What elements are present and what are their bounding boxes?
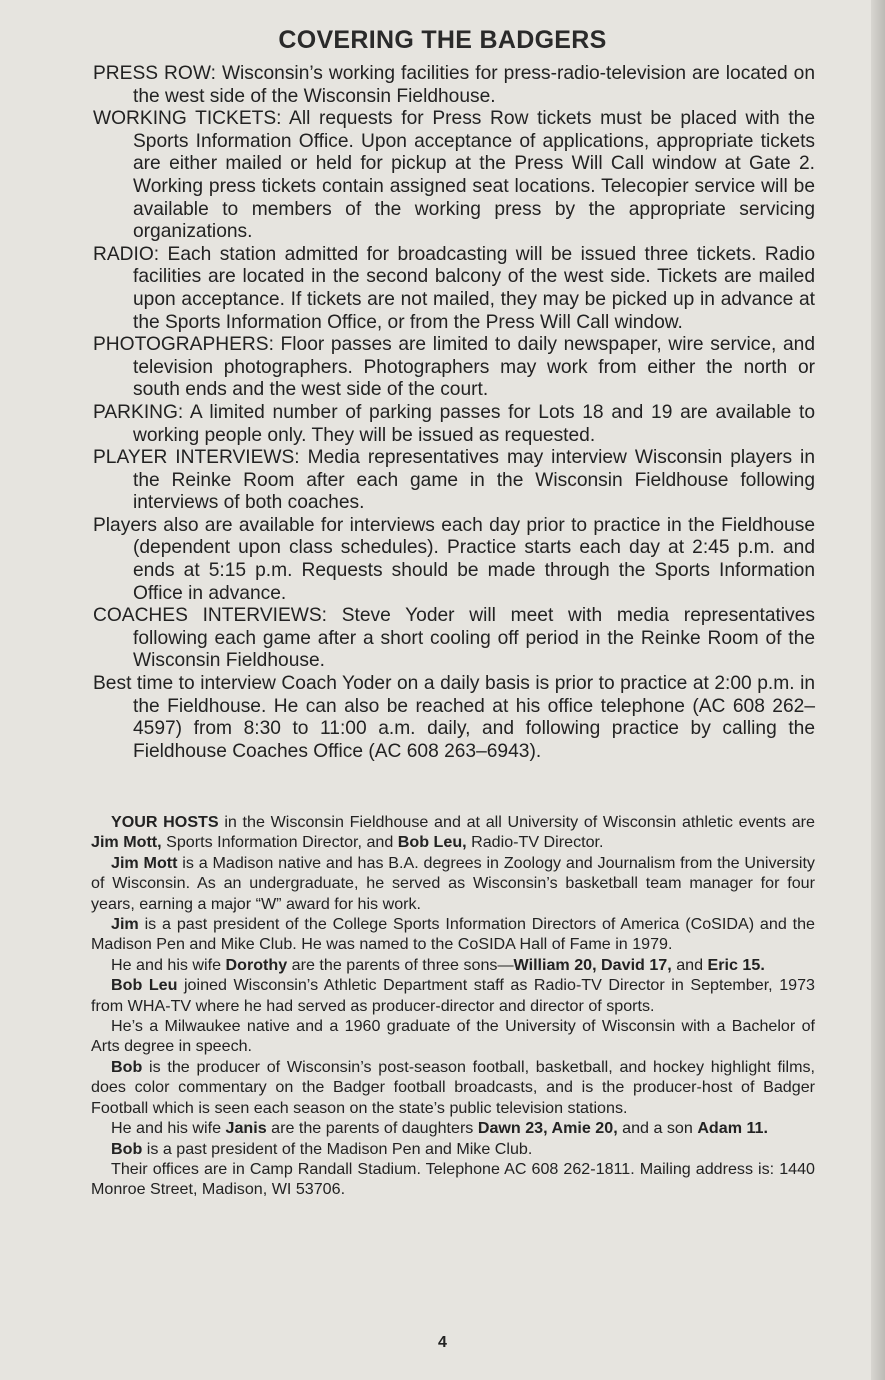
text: is a past president of the College Sports Information Directors of America (CoSIDA) and the Madison Pen and Mike Club. He was named to the CoSIDA Hall of Fame in 1979. (91, 915, 815, 954)
hosts-intro-paragraph (91, 812, 815, 853)
page-title: COVERING THE BADGERS (278, 26, 607, 54)
bold-text: YOUR HOSTS (111, 813, 219, 831)
jim-mott-bio-paragraph (91, 853, 815, 914)
bob-leu-bio-paragraph (91, 975, 815, 1016)
text: is a past president of the Madison Pen and Mike Club. (142, 1139, 533, 1158)
text: He’s a Milwaukee native and a 1960 graduate of the University of Wisconsin with a Bachelor of Arts degree in speech. (91, 1017, 815, 1056)
bold-text: Bob Leu, (397, 833, 467, 852)
parking-paragraph: PARKING: A limited number of parking passes for Lots 18 and 19 are available to working people only. They will be issued as requested. (93, 401, 815, 446)
bold-text: Dawn 23, Amie 20, (477, 1119, 618, 1138)
bold-text: Adam 11. (697, 1119, 768, 1138)
player-availability-paragraph: Players also are available for interviews each day prior to practice in the Fieldhouse (dependent upon class schedules). Practice starts each day at 2:45 p.m. and ends at 5:15 p.m. Requests should be made through the Sports Information Office in advance. (93, 514, 815, 604)
page-edge (871, 0, 885, 1380)
text: Sports Information Director, and (161, 833, 398, 852)
text: Radio-TV Director. (466, 833, 604, 852)
player-interviews-paragraph: PLAYER INTERVIEWS: Media representatives may interview Wisconsin players in the Reinke Room after each game in the Wisconsin Fieldhouse following interviews of both coaches. (93, 447, 815, 514)
bold-text: Jim Mott (111, 853, 178, 872)
text: He and his wife (111, 955, 226, 974)
photographers-paragraph: PHOTOGRAPHERS: Floor passes are limited to daily newspaper, wire service, and television photographers. Photographers may work from either the north or south ends and the west side of the court. (93, 334, 815, 401)
bob-leu-family-paragraph (91, 1118, 815, 1138)
bob-leu-work-paragraph (91, 1057, 815, 1118)
text: is the producer of Wisconsin’s post-season football, basketball, and hockey highlight films, does color commentary on the Badger football broadcasts, and is the producer-host of Badger Football which is seen each season on the state’s public television stations. (91, 1057, 815, 1117)
bold-text: Bob (111, 1057, 143, 1076)
bold-text: Bob (111, 1139, 143, 1158)
page-number: 4 (438, 1334, 447, 1351)
text: Their offices are in Camp Randall Stadium. Telephone AC 608 262-1811. Mailing address is: 1440 Monroe Street, Madison, WI 53706. (91, 1159, 815, 1199)
bold-text: Janis (225, 1119, 267, 1138)
bob-leu-club-paragraph (91, 1139, 815, 1159)
bold-text: Dorothy (225, 955, 288, 974)
bold-text: Bob Leu (111, 976, 178, 995)
coach-contact-paragraph: Best time to interview Coach Yoder on a daily basis is prior to practice at 2:00 p.m. in the Fieldhouse. He can also be reached at his office telephone (AC 608 262–4597) from 8:30 to 11:00 a.m. daily, and following practice by calling the Fieldhouse Coaches Office (AC 608 263–6943). (93, 673, 815, 762)
jim-mott-family-paragraph (91, 955, 815, 975)
bold-text: Jim Mott, (91, 833, 162, 852)
jim-mott-honors-paragraph (91, 914, 815, 955)
radio-paragraph: RADIO: Each station admitted for broadcasting will be issued three tickets. Radio facilities are located in the second balcony of the west side. Tickets are mailed upon acceptance. If tickets are not mailed, they may be picked up in advance at the Sports Information Office, or from the Press Will Call window. (93, 243, 815, 333)
bold-text: Jim (111, 915, 139, 934)
office-contact-paragraph (91, 1159, 815, 1200)
working-tickets-paragraph: WORKING TICKETS: All requests for Press Row tickets must be placed with the Sports Information Office. Upon acceptance of applications, appropriate tickets are either mailed or held for pickup at the Press Will Call window at Gate 2. Working press tickets contain assigned seat locations. Telecopier service will be available to members of the working press by the appropriate servicing organizations. (93, 108, 815, 243)
text: is a Madison native and has B.A. degrees in Zoology and Journalism from the University of Wisconsin. As an undergraduate, he served as Wisconsin’s basketball team manager for four years, earning a major “W” award for his work. (91, 853, 815, 913)
text: and a son (617, 1119, 698, 1138)
text: He and his wife (111, 1119, 226, 1138)
press-info-section (93, 63, 815, 763)
text: are the parents of daughters (266, 1119, 478, 1138)
hosts-section (91, 812, 815, 1200)
text: joined Wisconsin’s Athletic Department staff as Radio-TV Director in September, 1973 from WHA-TV where he had served as producer-director and director of sports. (91, 976, 815, 1015)
bob-leu-background-paragraph (91, 1016, 815, 1057)
coaches-interviews-paragraph: COACHES INTERVIEWS: Steve Yoder will meet with media representatives following each game after a short cooling off period in the Reinke Room of the Wisconsin Fieldhouse. (93, 605, 815, 672)
bold-text: Eric 15. (707, 955, 765, 974)
text: and (671, 955, 708, 974)
press-row-paragraph: PRESS ROW: Wisconsin’s working facilities for press-radio-television are located on the west side of the Wisconsin Fieldhouse. (93, 63, 815, 107)
bold-text: William 20, David 17, (513, 955, 672, 974)
text: in the Wisconsin Fieldhouse and at all University of Wisconsin athletic events are (218, 813, 815, 831)
text: are the parents of three sons— (287, 955, 514, 974)
